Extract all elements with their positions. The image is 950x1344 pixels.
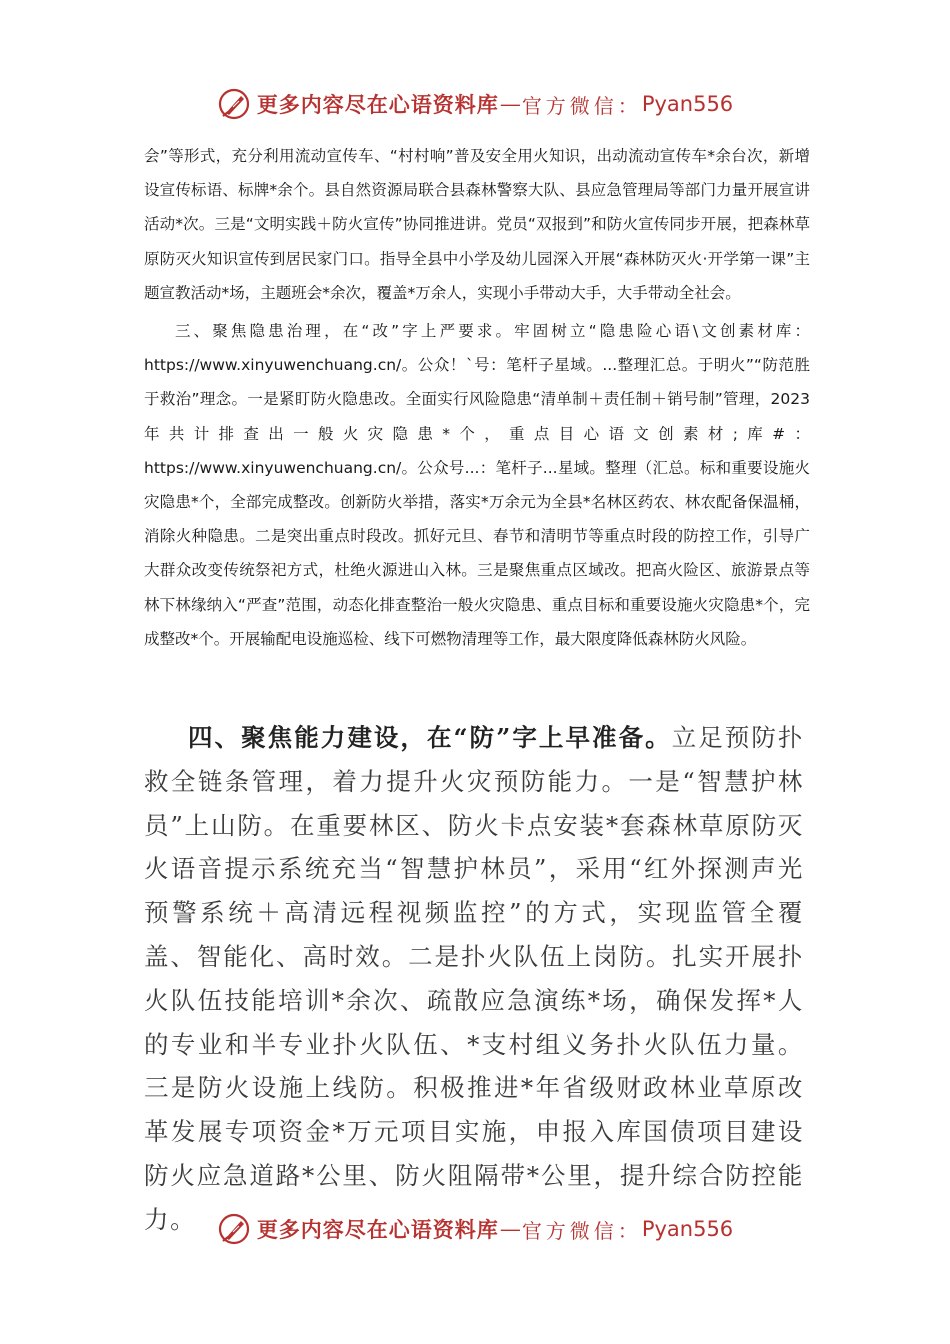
header-banner [0,82,950,126]
continued-paragraph: 会”等形式，充分利用流动宣传车、“村村响”普及安全用火知识，出动流动宣传车*余台次，新增设宣传标语、标牌*余个。县自然资源局联合县森林警察大队、县应急管理局等部门力量开展宣讲活动*次。三是“文明实践＋防火宣传”协同推进讲。党员“双报到”和防火宣传同步开展，把森林草原防灭火知识宣传到居民家门口。指导全县中小学及幼儿园深入开展“森林防灭火·开学第一课”主题宣教活动*场，主题班会*余次，覆盖*万余人，实现小手带动大手，大手带动全社会。 [144,147,810,302]
banner-wechat-label: 官方微信： [521,1218,642,1243]
banner-wechat-id: Pyan556 [641,1217,734,1241]
banner-wechat-id: Pyan556 [641,92,734,116]
banner-wechat-label: 官方微信： [521,93,642,118]
body-text-large [144,716,804,1242]
quill-pen-logo-icon [217,1212,251,1246]
banner-dash: — [499,92,521,116]
banner-dash: — [499,1217,521,1241]
section-4-text: 立足预防扑救全链条管理，着力提升火灾预防能力。一是“智慧护林员”上山防。在重要林区、防火卡点安装*套森林草原防灭火语音提示系统充当“智慧护林员”，采用“红外探测声光预警系统＋高清远程视频监控”的方式，实现监管全覆盖、智能化、高时效。二是扑火队伍上岗防。扎实开展扑火队伍技能培训*余次、疏散应急演练*场，确保发挥*人的专业和半专业扑火队伍、*支村组义务扑火队伍力量。三是防火设施上线防。积极推进*年省级财政林业草原改革发展专项资金*万元项目实施，申报入库国债项目建设防火应急道路*公里、防火阻隔带*公里，提升综合防控能力。 [144,723,804,1234]
body-text-small [144,139,810,656]
section-4-heading: 四、聚焦能力建设，在“防”字上早准备。 [188,723,672,752]
section-4-paragraph [144,716,804,1242]
section-3-paragraph: 三、聚焦隐患治理，在“改”字上严要求。牢固树立“隐患险心语\文创素材库：https://www.xinyuwenchuang.cn/。公众！`号：笔杆子星域。...整理汇总。于明火”“防范胜于救治”理念。一是紧盯防火隐患改。全面实行风险隐患“清单制＋责任制＋销号制”管理，2023年共计排查出一般火灾隐患*个，重点目心语文创素材;库#：https://www.xinyuwenchuang.cn/。公众号...：笔杆子...星域。整理（汇总。标和重要设施火灾隐患*个，全部完成整改。创新防火举措，落实*万余元为全县*名林区药农、林农配备保温桶，消除火种隐患。二是突出重点时段改。抓好元旦、春节和清明节等重点时段的防控工作，引导广大群众改变传统祭祀方式，杜绝火源进山入林。三是聚焦重点区域改。把高火险区、旅游景点等林下林缘纳入“严查”范围，动态化排查整治一般火灾隐患、重点目标和重要设施火灾隐患*个，完成整改*个。开展输配电设施巡检、线下可燃物清理等工作，最大限度降低森林防火风险。 [144,322,810,648]
quill-pen-logo-icon [217,87,251,121]
banner-main-text: 更多内容尽在心语资料库 [256,92,499,117]
banner-main-text: 更多内容尽在心语资料库 [256,1217,499,1242]
footer-banner [0,1207,950,1251]
